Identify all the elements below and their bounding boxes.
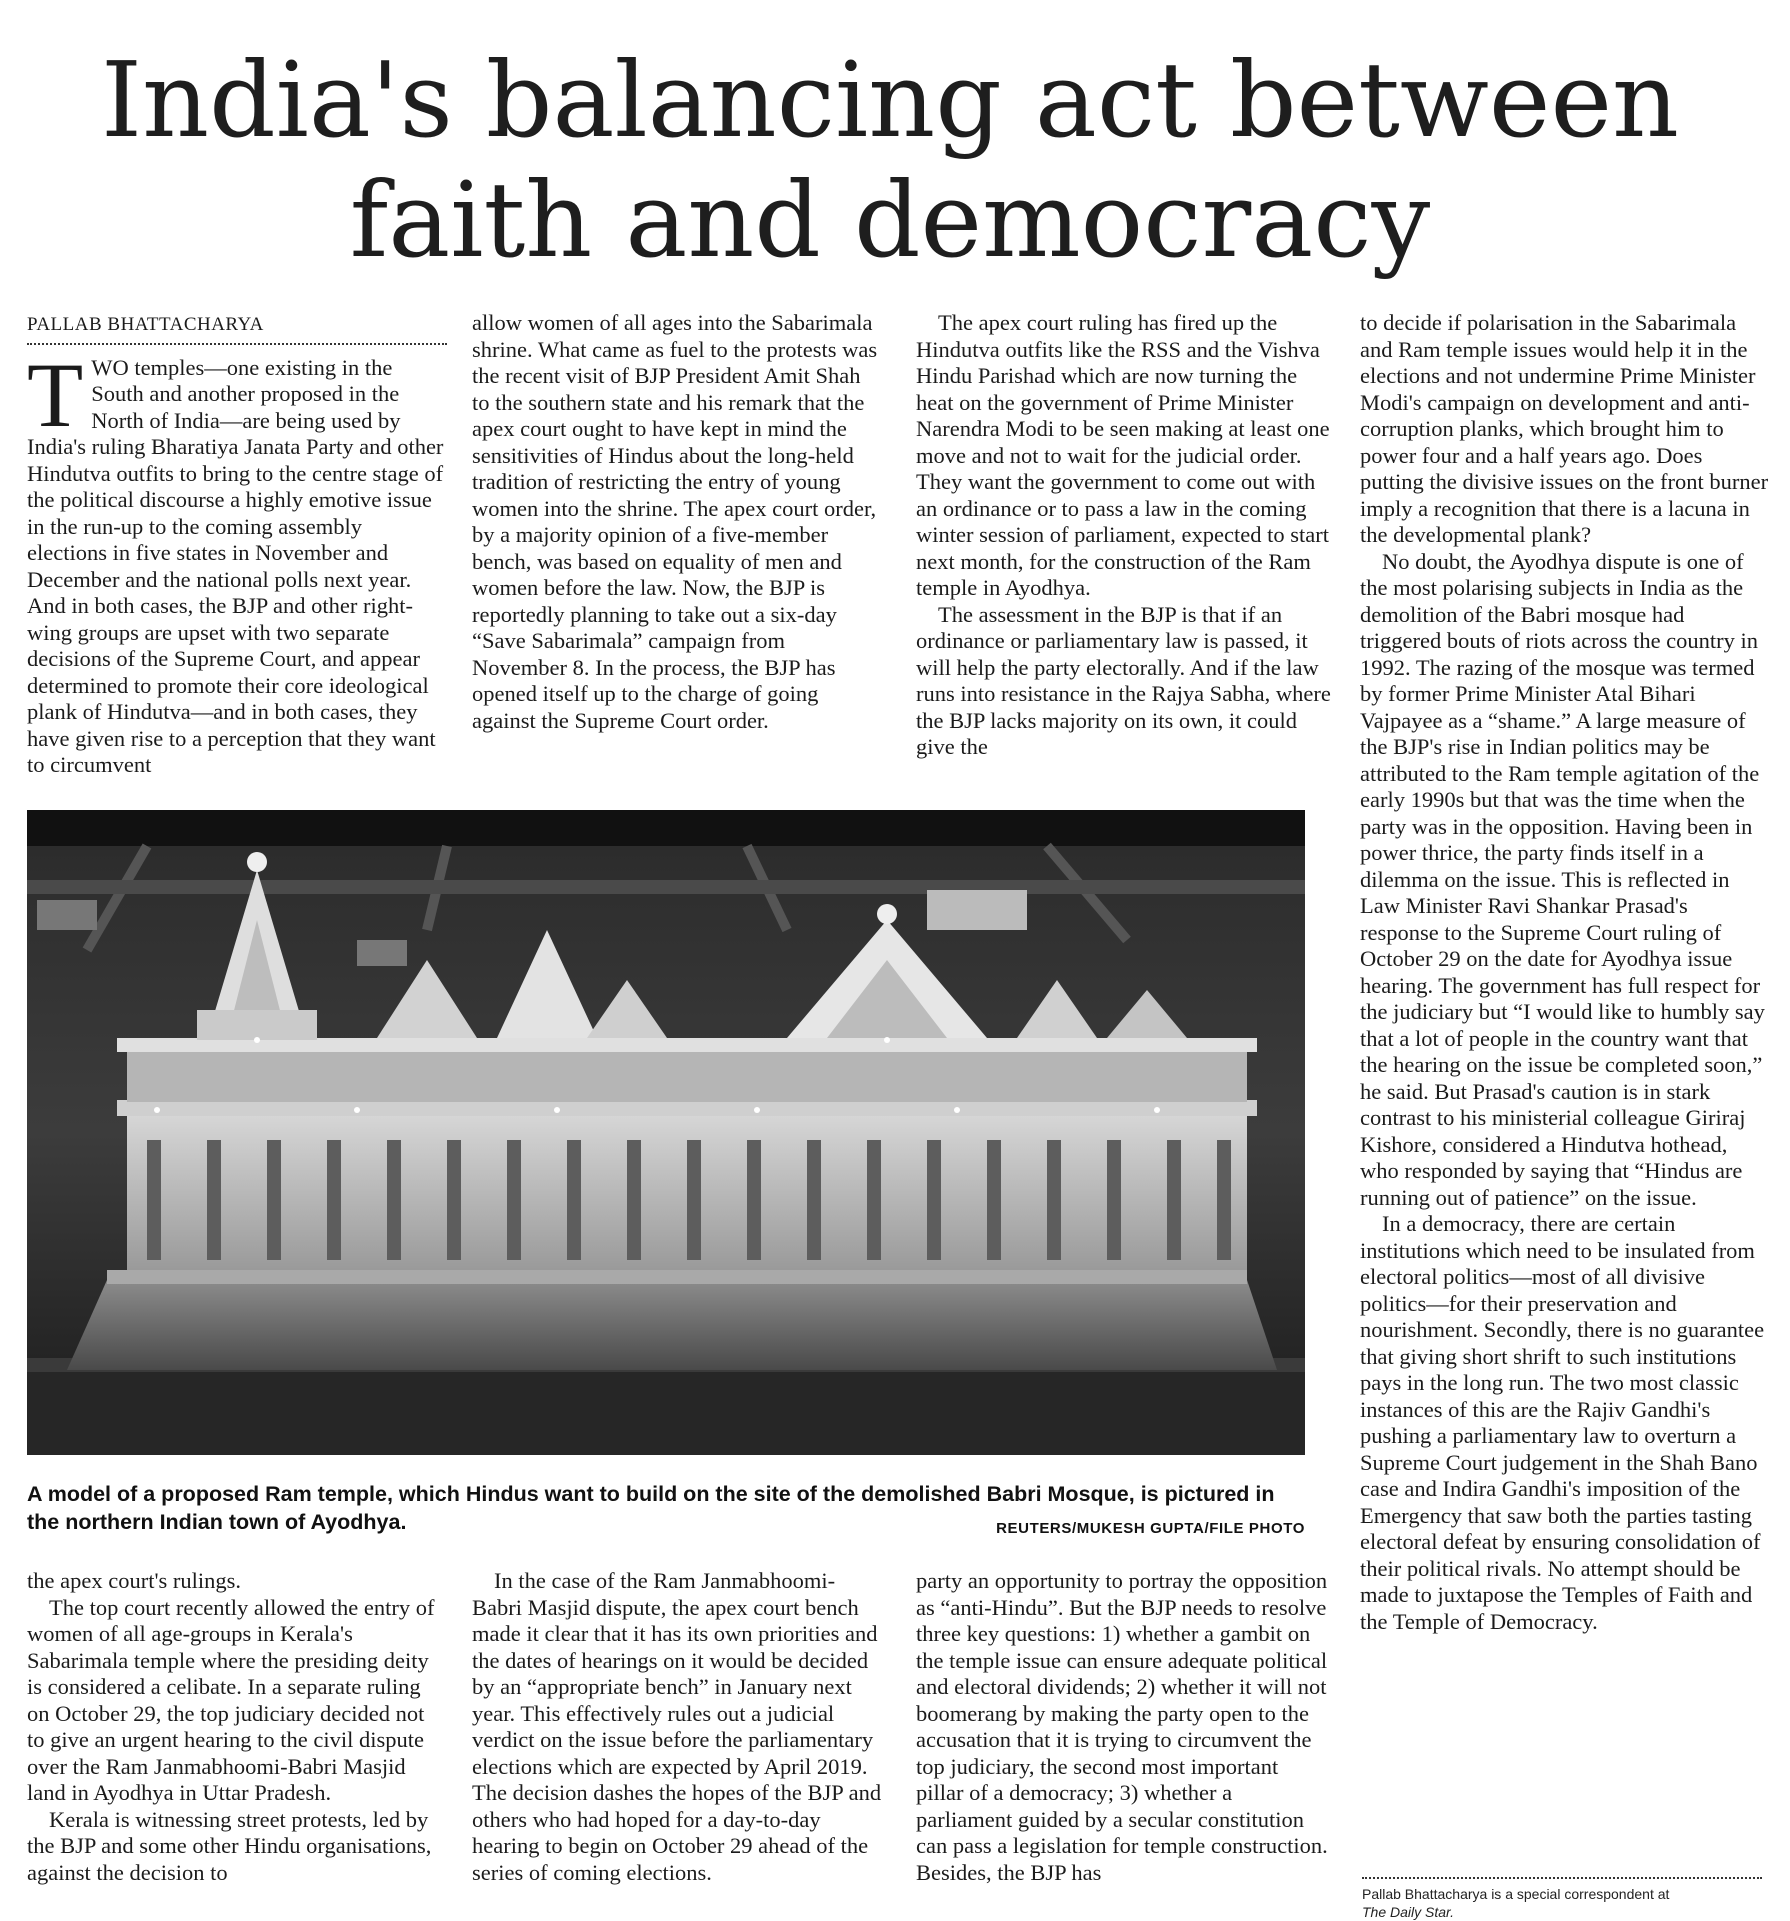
column-1-bottom	[27, 1568, 447, 1886]
column-2-bottom	[472, 1568, 884, 1886]
headline	[60, 40, 1720, 280]
photo-caption: A model of a proposed Ram temple, which Hindus want to build on the site of the demolished Babri Mosque, is pictured in the northern Indian town of Ayodhya.	[27, 1482, 1275, 1534]
paragraph: The top court recently allowed the entry of women of all age-groups in Kerala's Sabarimala temple where the presiding deity is considered a celibate. In a separate ruling on October 29, the top judiciary decided not to give an urgent hearing to the civil dispute over the Ram Janmabhoomi-Babri Masjid land in Ayodhya in Uttar Pradesh.	[27, 1594, 435, 1805]
temple-model-illustration	[27, 810, 1305, 1455]
author-bio: Pallab Bhattacharya is a special correspondent at	[1362, 1886, 1670, 1902]
temple-model-photo	[27, 810, 1305, 1455]
paragraph: party an opportunity to portray the opposition as “anti-Hindu”. But the BJP needs to resolve three key questions: 1) whether a gambit on the temple issue can ensure adequate political and electoral dividends; 2) whether it will not boomerang by making the party open to the accusation that it is trying to circumvent the top judiciary, the second most important pillar of a democracy; 3) whether a parliament guided by a secular constitution can pass a legislation for temple construction. Besides, the BJP has	[916, 1568, 1328, 1885]
author-note	[1362, 1877, 1762, 1921]
lead-text: WO temples—one existing in the South and another proposed in the North of India—are being used by India's ruling Bharatiya Janata Party and other Hindutva outfits to bring to the centre stage of the political discourse a highly emotive issue in the run-up to the coming assembly elections in five states in November and December and the national polls next year. And in both cases, the BJP and other right-wing groups are upset with two separate decisions of the Supreme Court, and appear determined to promote their core ideological plank of Hindutva—and in both cases, they have given rise to a perception that they want to circumvent	[27, 354, 444, 777]
column-4	[1360, 310, 1770, 1635]
publication-name: The Daily Star.	[1362, 1904, 1455, 1920]
column-2-top	[472, 310, 882, 734]
byline: PALLAB BHATTACHARYA	[27, 312, 447, 345]
paragraph: the apex court's rulings.	[27, 1568, 242, 1593]
column-1-top	[27, 312, 447, 779]
drop-cap: T	[27, 343, 84, 446]
column-3-bottom	[916, 1568, 1331, 1886]
photo-credit: REUTERS/MUKESH GUPTA/FILE PHOTO	[996, 1520, 1305, 1537]
headline-line-2: faith and democracy	[349, 159, 1431, 281]
paragraph: The assessment in the BJP is that if an ordinance or parliamentary law is passed, it will help the party electorally. And if the law runs into resistance in the Rajya Sabha, where the BJP lacks majority on its own, it could give the	[916, 601, 1331, 759]
lead-paragraph	[27, 343, 447, 779]
headline-line-1: India's balancing act between	[101, 39, 1679, 161]
paragraph: allow women of all ages into the Sabarimala shrine. What came as fuel to the protests was the recent visit of BJP President Amit Shah to the southern state and his remark that the apex court ought to have kept in mind the sensitivities of Hindus about the long-held tradition of restricting the entry of young women into the shrine. The apex court order, by a majority opinion of a five-member bench, was based on equality of men and women before the law. Now, the BJP is reportedly planning to take out a six-day “Save Sabarimala” campaign from November 8. In the process, the BJP has opened itself up to the charge of going against the Supreme Court order.	[472, 310, 878, 733]
paragraph: to decide if polarisation in the Sabarimala and Ram temple issues would help it in the elections and not undermine Prime Minister Modi's campaign on development and anti-corruption planks, which brought him to power four and a half years ago. Does putting the divisive issues on the front burner imply a recognition that there is a lacuna in the developmental plank?	[1360, 310, 1769, 547]
column-3-top	[916, 310, 1331, 761]
paragraph: In a democracy, there are certain institutions which need to be insulated from electoral politics—most of all divisive politics—for their preservation and nourishment. Secondly, there is no guarantee that giving short shrift to such institutions pays in the long run. The two most classic instances of this are the Rajiv Gandhi's pushing a parliamentary law to overturn a Supreme Court judgement in the Shah Bano case and Indira Gandhi's imposition of the Emergency that saw both the parties tasting electoral defeat by ensuring consolidation of their political rivals. No attempt should be made to juxtapose the Temples of Faith and the Temple of Democracy.	[1360, 1211, 1765, 1634]
paragraph: In the case of the Ram Janmabhoomi-Babri Masjid dispute, the apex court bench made it clear that it has its own priorities and the dates of hearings on it would be decided by an “appropriate bench” in January next year. This effectively rules out a judicial verdict on the issue before the parliamentary elections which are expected by April 2019. The decision dashes the hopes of the BJP and others who had hoped for a day-to-day hearing to begin on October 29 ahead of the series of coming elections.	[472, 1568, 882, 1885]
paragraph: No doubt, the Ayodhya dispute is one of the most polarising subjects in India as the demolition of the Babri mosque had triggered bouts of riots across the country in 1992. The razing of the mosque was termed by former Prime Minister Atal Bihari Vajpayee as a “shame.” A large measure of the BJP's rise in Indian politics may be attributed to the Ram temple agitation of the early 1990s but that was the time when the party was in the opposition. Having been in power thrice, the party finds itself in a dilemma on the issue. This is reflected in Law Minister Ravi Shankar Prasad's response to the Supreme Court ruling of October 29 on the date for Ayodhya issue hearing. The government has full respect for the judiciary but “I would like to humbly say that a lot of people in the country want that the hearing on the issue be completed soon,” he said. But Prasad's caution is in stark contrast to his ministerial colleague Giriraj Kishore, considered a Hindutva hothead, who responded by saying that “Hindus are running out of patience” on the issue.	[1360, 548, 1765, 1210]
paragraph: The apex court ruling has fired up the Hindutva outfits like the RSS and the Vishva Hindu Parishad which are now turning the heat on the government of Prime Minister Narendra Modi to be seen making at least one move and not to wait for the judicial order. They want the government to come out with an ordinance or to pass a law in the coming winter session of parliament, expected to start next month, for the construction of the Ram temple in Ayodhya.	[916, 310, 1330, 600]
paragraph: Kerala is witnessing street protests, led by the BJP and some other Hindu organisations, against the decision to	[27, 1806, 432, 1885]
